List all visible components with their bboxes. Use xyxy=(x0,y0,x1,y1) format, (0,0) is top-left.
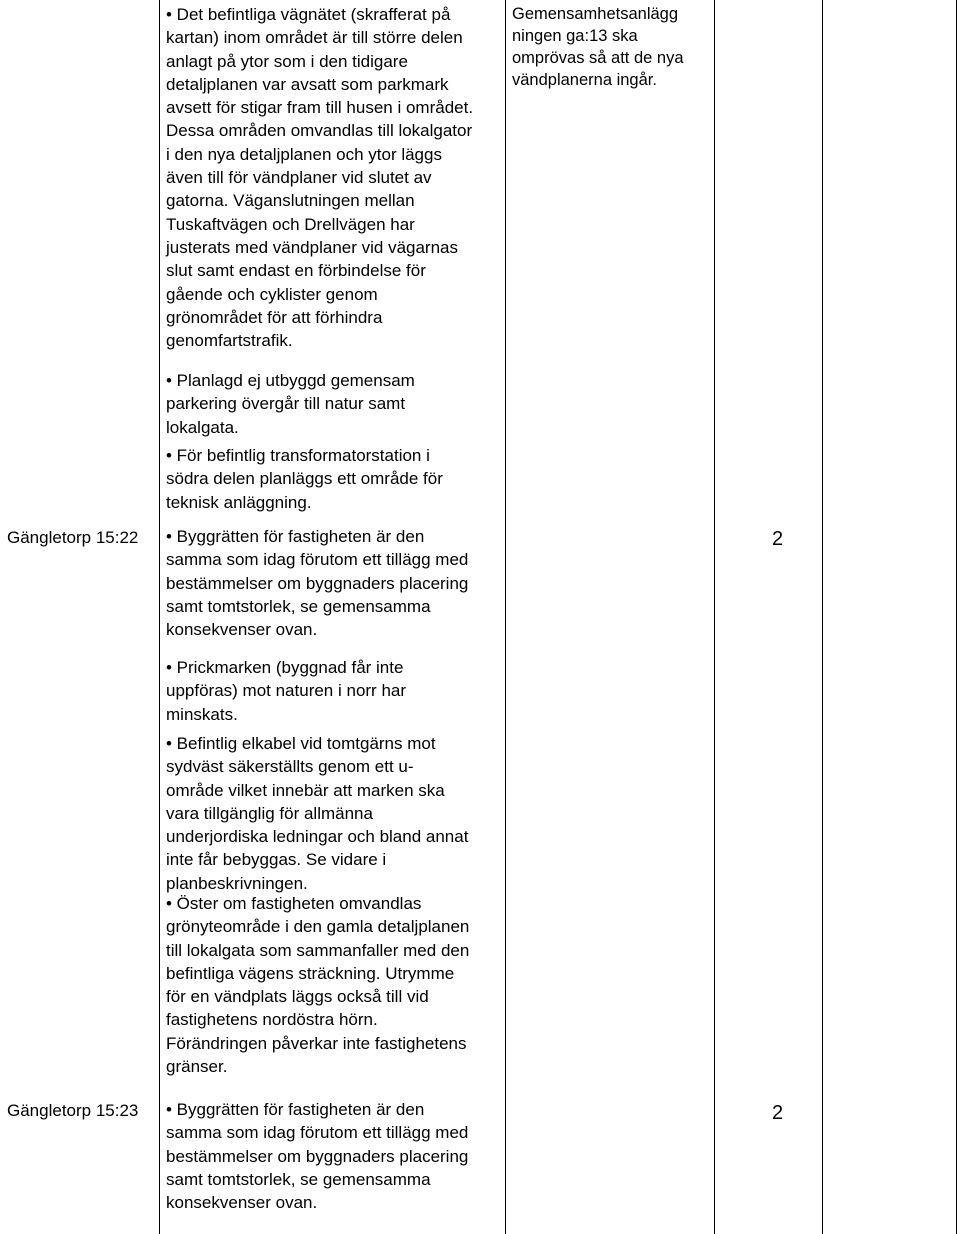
consequence-item: • Byggrätten för fastigheten är den samma som idag förutom ett tillägg med bestämmelser om byggnaders placering samt tomtstorlek, se gemensamma konsekvenser ovan. xyxy=(166,1100,469,1213)
property-label: Gängletorp 15:23 xyxy=(7,1101,139,1120)
impact-score: 2 xyxy=(772,528,784,550)
consequence-item: • Byggrätten för fastigheten är den samma som idag förutom ett tillägg med bestämmelser om byggnaders placering samt tomtstorlek, se gemensamma konsekvenser ovan. xyxy=(166,527,469,640)
column-divider-5 xyxy=(956,0,957,1234)
impact-score: 2 xyxy=(772,1102,784,1124)
consequence-item: • Planlagd ej utbyggd gemensam parkering övergår till natur samt lokalgata. xyxy=(166,371,415,437)
consequence-item: • Öster om fastigheten omvandlas grönyteområde i den gamla detaljplanen till lokalgata som sammanfaller med den befintliga vägens sträckning. Utrymme för en vändplats läggs också till vid fastighetens nordöstra hörn. Förändringen påverkar inte fastighetens gränser. xyxy=(166,894,470,1077)
consequence-item: • Det befintliga vägnätet (skrafferat på kartan) inom området är till större delen anlagt på ytor som i den tidigare detaljplanen var avsatt som parkmark avsett för stigar fram till husen i området. Dessa områden omvandlas till lokalgator i den nya detaljplanen och ytor läggs även till för vändplaner vid slutet av gatorna. Väganslutningen mellan Tuskaftvägen och Drellvägen har justerats med vändplaner vid vägarnas slut samt endast en förbindelse för gående och cyklister genom grönområdet för att förhindra genomfartstrafik. xyxy=(166,5,474,351)
consequence-item: • Prickmarken (byggnad får inte uppföras) mot naturen i norr har minskats. xyxy=(166,658,407,724)
column-divider-3 xyxy=(714,0,715,1234)
consequence-item: • Befintlig elkabel vid tomtgärns mot sydväst säkerställts genom ett u- område vilket innebär att marken ska vara tillgänglig för allmänna underjordiska ledningar och bland annat inte får bebyggas. Se vidare i planbeskrivningen. xyxy=(166,734,469,893)
remark-note: Gemensamhetsanlägg ningen ga:13 ska omprövas så att de nya vändplanerna ingår. xyxy=(512,5,684,89)
property-label: Gängletorp 15:22 xyxy=(7,528,139,547)
consequence-item: • För befintlig transformatorstation i södra delen planläggs ett område för teknisk anläggning. xyxy=(166,446,443,512)
column-divider-2 xyxy=(505,0,506,1234)
column-divider-1 xyxy=(159,0,160,1234)
column-divider-4 xyxy=(822,0,823,1234)
